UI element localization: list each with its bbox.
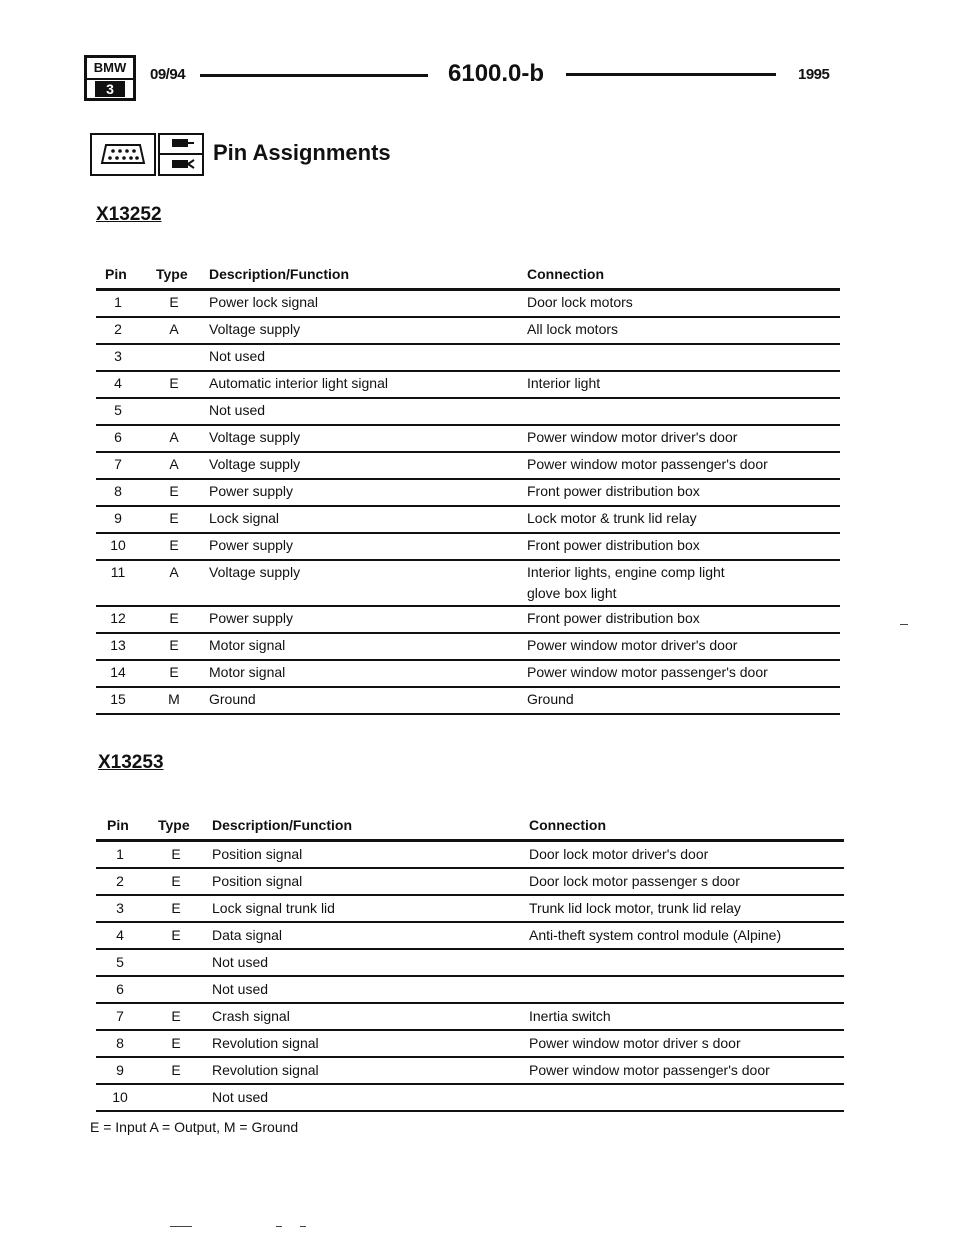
connection-cell: Interior lights, engine comp light [527, 564, 725, 580]
table2-col-type: Type [158, 817, 190, 833]
scan-mark [300, 1226, 306, 1227]
type-cell: E [169, 664, 179, 680]
connection-cell: Power window motor driver's door [527, 429, 738, 445]
connection-cell: All lock motors [527, 321, 619, 337]
description-cell: Position signal [212, 873, 303, 889]
pin-cell: 3 [116, 900, 124, 916]
description-cell: Motor signal [209, 637, 286, 653]
row-separator [96, 424, 840, 426]
type-cell: A [169, 564, 179, 580]
pin-terminal-icon [158, 133, 204, 176]
pin-cell: 6 [114, 429, 122, 445]
row-separator [96, 559, 840, 561]
connector-x13252-title: X13252 [96, 204, 162, 225]
connection-cell: Power window motor driver's door [527, 637, 738, 653]
row-separator [96, 659, 840, 661]
row-separator [96, 505, 840, 507]
connection-cell: Inertia switch [529, 1008, 611, 1024]
description-cell: Automatic interior light signal [209, 375, 388, 391]
row-separator [96, 894, 844, 896]
pin-cell: 1 [114, 294, 122, 310]
table2-col-description: Description/Function [212, 817, 352, 833]
row-separator [96, 975, 844, 977]
description-cell: Power supply [209, 483, 294, 499]
description-cell: Power supply [209, 537, 294, 553]
connection-cell: Lock motor & trunk lid relay [527, 510, 697, 526]
model-year: 1995 [798, 66, 830, 83]
description-cell: Voltage supply [209, 321, 301, 337]
pin-cell: 4 [114, 375, 122, 391]
pin-cell: 6 [116, 981, 124, 997]
connection-cell: Front power distribution box [527, 610, 700, 626]
description-cell: Ground [209, 691, 256, 707]
row-separator [96, 478, 840, 480]
row-separator [96, 370, 840, 372]
type-cell: M [168, 691, 180, 707]
pin-cell: 7 [114, 456, 122, 472]
row-separator [96, 605, 840, 607]
pin-cell: 12 [110, 610, 126, 626]
type-cell: E [171, 1035, 181, 1051]
row-separator [96, 948, 844, 950]
connection-cell: Trunk lid lock motor, trunk lid relay [529, 900, 741, 916]
connector-icon [90, 133, 156, 176]
scan-mark [900, 624, 908, 625]
description-cell: Power lock signal [209, 294, 318, 310]
row-separator [96, 1083, 844, 1085]
type-cell: E [171, 1062, 181, 1078]
type-cell: E [169, 510, 179, 526]
connection-cell: Door lock motor passenger s door [529, 873, 740, 889]
type-cell: E [171, 873, 181, 889]
pin-cell: 15 [110, 691, 126, 707]
document-code: 6100.0-b [448, 60, 545, 87]
type-cell: E [169, 483, 179, 499]
description-cell: Motor signal [209, 664, 286, 680]
type-cell: A [169, 456, 179, 472]
description-cell: Power supply [209, 610, 294, 626]
connection-cell: Interior light [527, 375, 601, 391]
type-cell: E [171, 900, 181, 916]
pin-cell: 14 [110, 664, 126, 680]
description-cell: Voltage supply [209, 456, 301, 472]
pin-cell: 8 [114, 483, 122, 499]
bmw-3-series-badge [84, 55, 136, 101]
row-separator [96, 532, 840, 534]
connection-cell: Power window motor driver s door [529, 1035, 741, 1051]
table1-col-type: Type [156, 266, 188, 282]
type-cell: E [171, 927, 181, 943]
description-cell: Not used [212, 954, 269, 970]
pin-cell: 11 [110, 564, 126, 580]
table2-header-rule [96, 839, 844, 842]
pin-cell: 13 [110, 637, 126, 653]
row-separator [96, 921, 844, 923]
pin-cell: 2 [114, 321, 122, 337]
pin-cell: 4 [116, 927, 124, 943]
description-cell: Data signal [212, 927, 283, 943]
description-cell: Voltage supply [209, 429, 301, 445]
pin-cell: 8 [116, 1035, 124, 1051]
type-cell: E [169, 637, 179, 653]
scan-mark [170, 1226, 192, 1227]
pin-cell: 10 [112, 1089, 128, 1105]
description-cell: Lock signal trunk lid [212, 900, 335, 916]
description-cell: Not used [212, 1089, 269, 1105]
pin-cell: 5 [114, 402, 122, 418]
connection-cell: Front power distribution box [527, 537, 700, 553]
type-cell: E [169, 375, 179, 391]
description-cell: Revolution signal [212, 1035, 319, 1051]
type-cell: A [169, 429, 179, 445]
page-title: Pin Assignments [213, 140, 391, 165]
pin-cell: 10 [110, 537, 126, 553]
table2-col-connection: Connection [529, 817, 606, 833]
type-cell: E [171, 1008, 181, 1024]
description-cell: Not used [209, 348, 266, 364]
connection-cell: Power window motor passenger's door [527, 664, 768, 680]
header-rule-left [200, 74, 428, 77]
row-separator [96, 632, 840, 634]
pin-cell: 1 [116, 846, 124, 862]
row-separator [96, 1002, 844, 1004]
type-cell: E [169, 537, 179, 553]
row-separator [96, 713, 840, 715]
pin-cell: 9 [116, 1062, 124, 1078]
connection-cell: Front power distribution box [527, 483, 700, 499]
connection-cell: Door lock motor driver's door [529, 846, 709, 862]
connection-cell: Door lock motors [527, 294, 633, 310]
row-separator [96, 343, 840, 345]
row-separator [96, 1056, 844, 1058]
type-cell: A [169, 321, 179, 337]
type-cell: E [169, 294, 179, 310]
row-separator [96, 451, 840, 453]
pin-cell: 5 [116, 954, 124, 970]
description-cell: Crash signal [212, 1008, 290, 1024]
type-legend: E = Input A = Output, M = Ground [90, 1119, 299, 1135]
pin-cell: 9 [114, 510, 122, 526]
description-cell: Position signal [212, 846, 303, 862]
description-cell: Revolution signal [212, 1062, 319, 1078]
row-separator [96, 1029, 844, 1031]
table1-col-description: Description/Function [209, 266, 349, 282]
row-separator [96, 867, 844, 869]
table1-col-connection: Connection [527, 266, 604, 282]
row-separator [96, 397, 840, 399]
connection-cell: Power window motor passenger's door [527, 456, 768, 472]
badge-brand: BMW [87, 58, 133, 80]
description-cell: Not used [212, 981, 269, 997]
badge-series: 3 [95, 81, 125, 97]
description-cell: Not used [209, 402, 266, 418]
table2-col-pin: Pin [107, 817, 129, 833]
type-cell: E [171, 846, 181, 862]
pin-cell: 7 [116, 1008, 124, 1024]
header-rule-right [566, 73, 776, 76]
connection-cell: Ground [527, 691, 574, 707]
table1-col-pin: Pin [105, 266, 127, 282]
table1-header-rule [96, 288, 840, 291]
date-code: 09/94 [150, 66, 186, 83]
connection-cell: Power window motor passenger's door [529, 1062, 770, 1078]
connector-x13253-title: X13253 [98, 752, 164, 773]
row-separator [96, 686, 840, 688]
description-cell: Voltage supply [209, 564, 301, 580]
description-cell: Lock signal [209, 510, 280, 526]
row-separator [96, 316, 840, 318]
type-cell: E [169, 610, 179, 626]
row-separator [96, 1110, 844, 1112]
connection-cell: Anti-theft system control module (Alpine) [529, 927, 782, 943]
pin-cell: 3 [114, 348, 122, 364]
scan-mark [276, 1226, 282, 1227]
pin-cell: 2 [116, 873, 124, 889]
connection-cell-line2: glove box light [527, 585, 617, 601]
